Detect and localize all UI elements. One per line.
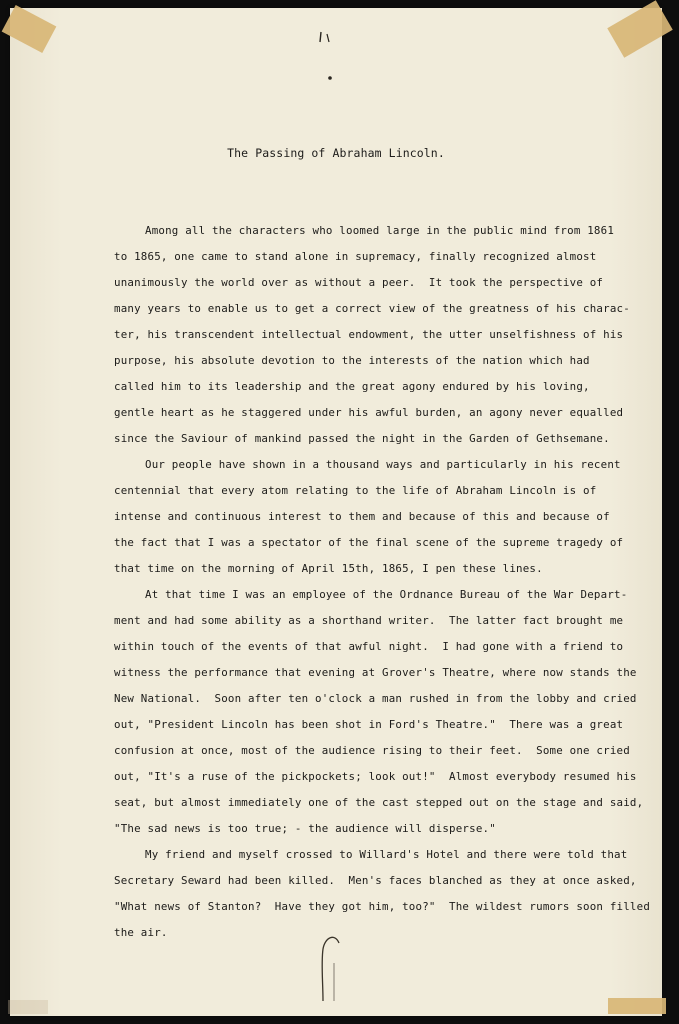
text-line: Our people have shown in a thousand ways and particularly in his recent bbox=[145, 458, 621, 471]
text-line: called him to its leadership and the great agony endured by his loving, bbox=[114, 380, 590, 393]
text-line: ter, his transcendent intellectual endowment, the utter unselfishness of his bbox=[114, 328, 624, 341]
text-line: many years to enable us to get a correct view of the greatness of his charac- bbox=[114, 302, 630, 315]
text-line: seat, but almost immediately one of the cast stepped out on the stage and said, bbox=[114, 796, 644, 809]
tape-top-right bbox=[607, 0, 672, 57]
text-line: unanimously the world over as without a peer. It took the perspective of bbox=[114, 276, 604, 289]
text-line: purpose, his absolute devotion to the interests of the nation which had bbox=[114, 354, 590, 367]
text-line: Secretary Seward had been killed. Men's faces blanched as they at once asked, bbox=[114, 874, 637, 887]
text-line: intense and continuous interest to them and because of this and because of bbox=[114, 510, 610, 523]
pin-hole-mark-top bbox=[315, 28, 337, 88]
pencil-mark-bottom bbox=[315, 923, 351, 1003]
text-line: out, "President Lincoln has been shot in Ford's Theatre." There was a great bbox=[114, 718, 624, 731]
text-line: since the Saviour of mankind passed the night in the Garden of Gethsemane. bbox=[114, 432, 610, 445]
document-page bbox=[10, 8, 662, 1016]
document-title: The Passing of Abraham Lincoln. bbox=[227, 146, 445, 160]
text-line: ment and had some ability as a shorthand writer. The latter fact brought me bbox=[114, 614, 624, 627]
tape-bottom-right bbox=[608, 998, 666, 1014]
text-line: "The sad news is too true; - the audience will disperse." bbox=[114, 822, 496, 835]
text-line: centennial that every atom relating to the life of Abraham Lincoln is of bbox=[114, 484, 597, 497]
text-line: to 1865, one came to stand alone in supremacy, finally recognized almost bbox=[114, 250, 597, 263]
text-line: within touch of the events of that awful night. I had gone with a friend to bbox=[114, 640, 624, 653]
text-line: At that time I was an employee of the Ordnance Bureau of the War Depart- bbox=[145, 588, 628, 601]
text-line: the fact that I was a spectator of the final scene of the supreme tragedy of bbox=[114, 536, 624, 549]
text-line: New National. Soon after ten o'clock a man rushed in from the lobby and cried bbox=[114, 692, 637, 705]
text-line: the air. bbox=[114, 926, 168, 939]
text-line: "What news of Stanton? Have they got him, too?" The wildest rumors soon filled bbox=[114, 900, 651, 913]
tape-top-left bbox=[2, 5, 57, 53]
text-line: Among all the characters who loomed large in the public mind from 1861 bbox=[145, 224, 615, 237]
text-line: My friend and myself crossed to Willard's Hotel and there were told that bbox=[145, 848, 628, 861]
text-line: witness the performance that evening at Grover's Theatre, where now stands the bbox=[114, 666, 637, 679]
tape-bottom-left bbox=[8, 1000, 48, 1014]
text-line: gentle heart as he staggered under his awful burden, an agony never equalled bbox=[114, 406, 624, 419]
text-line: out, "It's a ruse of the pickpockets; look out!" Almost everybody resumed his bbox=[114, 770, 637, 783]
text-line: confusion at once, most of the audience rising to their feet. Some one cried bbox=[114, 744, 630, 757]
text-line: that time on the morning of April 15th, 1865, I pen these lines. bbox=[114, 562, 543, 575]
